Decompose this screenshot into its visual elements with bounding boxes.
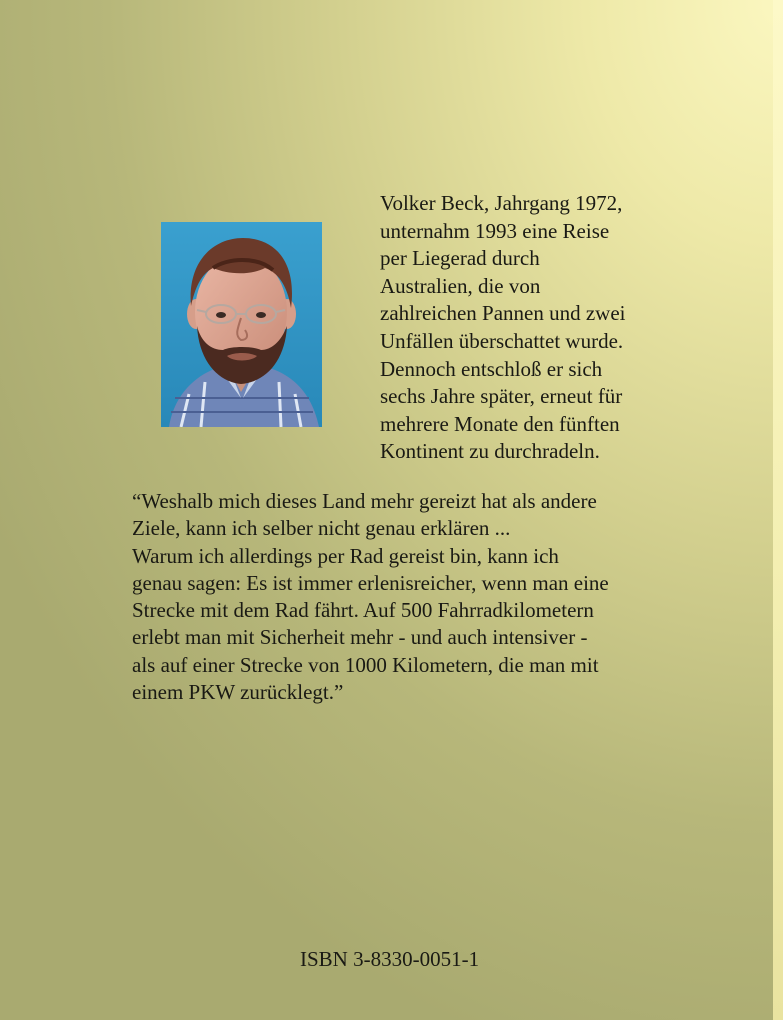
bio-line: mehrere Monate den fünften	[380, 411, 620, 436]
bio-line: per Liegerad durch	[380, 246, 540, 271]
bio-line: Dennoch entschloß er sich	[380, 356, 603, 381]
quote-line: genau sagen: Es ist immer erlenisreicher, wenn man eine	[132, 570, 609, 595]
author-photo	[161, 222, 322, 427]
quote-line: Ziele, kann ich selber nicht genau erklären ...	[132, 516, 511, 541]
bio-line: Kontinent zu durchradeln.	[380, 439, 600, 464]
bio-line: zahlreichen Pannen und zwei	[380, 301, 626, 326]
quote-line: “Weshalb mich dieses Land mehr gereizt hat als andere	[132, 489, 597, 513]
quote-line: erlebt man mit Sicherheit mehr - und auch intensiver -	[132, 625, 588, 650]
isbn-number: ISBN 3-8330-0051-1	[300, 947, 480, 971]
bio-line: Volker Beck, Jahrgang 1972,	[380, 191, 623, 215]
bio-line: Unfällen überschattet wurde.	[380, 328, 624, 353]
author-quote	[132, 488, 692, 706]
quote-line: als auf einer Strecke von 1000 Kilometern, die man mit	[132, 652, 599, 677]
author-bio	[380, 190, 680, 466]
quote-line: Warum ich allerdings per Rad gereist bin, kann ich	[132, 543, 559, 568]
bio-line: sechs Jahre später, erneut für	[380, 384, 623, 409]
quote-line: Strecke mit dem Rad fährt. Auf 500 Fahrradkilometern	[132, 598, 594, 623]
bio-line: Australien, die von	[380, 273, 541, 298]
quote-line: einem PKW zurücklegt.”	[132, 680, 344, 705]
page-edge-strip	[773, 0, 783, 1020]
bio-line: unternahm 1993 eine Reise	[380, 218, 610, 243]
